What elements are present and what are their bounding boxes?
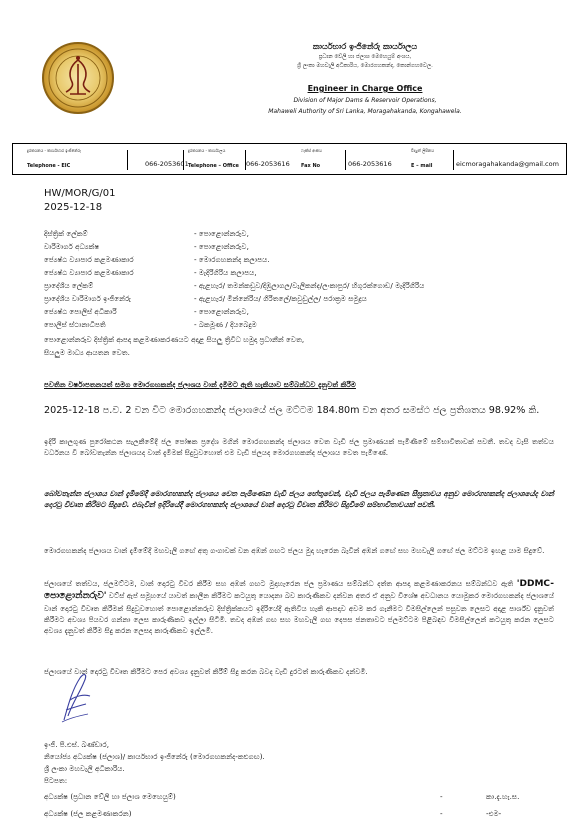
- office-title-en: Engineer in Charge Office: [307, 84, 423, 93]
- addressee-title: පොලිස් ස්ථානාධිපති: [44, 320, 106, 329]
- division-en: Division of Major Dams & Reservoir Operations,: [293, 97, 437, 104]
- division-si: ප්‍රධාන වේලි හා ජලාශ මෙහෙයුම් අංශය,: [318, 54, 412, 60]
- addressee-row: [44, 281, 425, 291]
- copy-recipient: අධ්‍යක්ෂ (ප්‍රධාන වේලි හා ජලාශ මෙහෙයුම්): [44, 792, 176, 801]
- tel-office-value: 066-2053616: [246, 160, 290, 168]
- addressee-title: ජ්‍යෙෂ්ඨ ව්‍යාපාර කළමණාකාර: [44, 268, 134, 277]
- divider: [245, 150, 246, 170]
- signature-image: [58, 670, 94, 726]
- request-text-a: ජලාශයේ තත්වය, ජලමට්ටම, වාන් දොරටු විවර කිරීම සහ අඹන් ගඟට මුදාහැරෙන ජල ප්‍රමාණය සම්බන්ධ දත්ත ආපදා කළමණාකරනය සම්බන්ධව ඇති: [44, 579, 514, 588]
- office-title-si: කාර්යභාර ඉංජිනේරු කාර්යාලය: [312, 42, 418, 51]
- signatory-organization: ශ්‍රී ලංකා මහවැලි අධිකාරිය.: [44, 764, 125, 773]
- addressee-row: [44, 268, 257, 278]
- addressee-title: වාරිමාර්ග අධ්‍යක්ෂ: [44, 242, 100, 251]
- addressee-row: [44, 255, 270, 265]
- addressee-title: දිස්ත්‍රික් ලේකම්: [44, 229, 88, 238]
- addressee-place: - පොළොන්නරුව,: [194, 242, 249, 251]
- fax-value: 066-2053616: [348, 160, 392, 168]
- mahaweli-logo: [42, 42, 114, 114]
- whatsapp-group-name: 'DDMC-පොළොන්නරුව': [44, 579, 554, 602]
- tel-eic-value: 066-2053601: [145, 160, 189, 168]
- signatory-name: ඉංජි. පී.එස්. බණ්ඩාර,: [44, 740, 110, 749]
- addressee-row: [44, 229, 249, 239]
- recipients-line: පොළොන්නරුව දිස්ත්‍රික් ආපදා කළමණාකරණයට අදාළ සියලු ත්‍රිවිධ හමුදා ප්‍රධානීන් වෙත,: [44, 335, 305, 344]
- contact-box: [12, 143, 567, 175]
- copy-recipient: අධ්‍යක්ෂ (ජල කළමණාකරන): [44, 809, 132, 818]
- addressee-title: ප්‍රාදේශීය ලේකම්: [44, 281, 94, 290]
- addressee-title: ජ්‍යෙෂ්ඨ ව්‍යාපාර කළමණාකාර: [44, 255, 134, 264]
- tel-eic-label: Telephone - EIC: [27, 163, 71, 169]
- fax-label: Fax No: [301, 163, 321, 169]
- divider: [345, 150, 346, 170]
- fax-label-si: ෆැක්ස් අංකය: [301, 148, 322, 153]
- email-label: E – mail: [411, 163, 433, 169]
- paragraph-request: [44, 578, 554, 636]
- tel-office-label: Telephone – Office: [188, 163, 239, 169]
- addressee-place: - ඇළහැර/ තමන්කඩුව/දිඹුලාගල/වැලිකන්ද/ලංකාපුර/ හිගුරක්ගොඩ/ මැදිරිගිරිය: [194, 281, 425, 290]
- reference-number: HW/MOR/G/01: [44, 188, 116, 199]
- addressee-place: - ඇළහැර/ මින්නේරිය/ ගිරිතලේ/කවුඩුල්ල/ පරාක්‍රම සමුද්‍රය: [194, 294, 367, 303]
- copy-code: කා.දැ.හැ.ස.: [486, 792, 520, 801]
- addressee-place: - මොරගහකන්ද කලාපය.: [194, 255, 270, 264]
- divider: [127, 150, 128, 170]
- addressee-place: - මැදිරිගිරිය කලාපය,: [194, 268, 257, 277]
- paragraph-spill-warning: බෝවතැන්න ජලාශය වාන් දැමීමේදී මොරගහකන්ද ජලාශය වෙත පැමිණෙන වැඩි ජලය හේතුවෙන්, වැඩි ජලය පැමිණෙන සීඝ්‍රතාවය අනුව මොරගහකන්ද ජලාශයේද වාන් දොරටු විවෘත කිරීමට සිදුවේ. එබැවින් ඉදිරියේදී මොරගහකන්ද ජලාශයේ වාන් දොරටු විවෘත කිරීමට සිදුවීමේ සම්භාවිතාවයක් පවතී.: [44, 489, 554, 510]
- signatory-designation: නියෝජ්‍ය අධ්‍යක්ෂ (ජලාශ)/ කාර්යභාර ඉංජිනේරු (මොරගහකන්ද-කළුගඟ).: [44, 752, 265, 761]
- tel-office-label-si: දුරකථනය - කාර්යාලය: [188, 148, 226, 153]
- subject-line: පවතින වර්ෂාපතනයත් සමග මොරගහකන්ද ජලාශය වාන් දැමීමට ඇති හැකියාව සම්බන්ධව දැනුවත් කිරීම: [44, 380, 356, 389]
- paragraph-water-level: 2025-12-18 ප.ව. 2 වන විට මොරගහකන්ද ජලාශයේ ජල මට්ටම 184.80m වන අතර සමස්ථ ජල ප්‍රතිශතය 98.92% කි.: [44, 405, 540, 416]
- tel-eic-label-si: දුරකථනය - කාර්යභාර ඉංජිනේරු: [27, 148, 81, 153]
- addressee-place: - බකමූණ / දියබෙදුම: [194, 320, 257, 329]
- divider: [183, 150, 184, 170]
- paragraph-river-rise: මොරගහකන්ද ජලාශය වාන් දැමීමේදී මහවැලි ගඟේ අතු ගංගාවක් වන අඹන් ගඟට ජලය මුදා හැරෙන බැවින් අඹන් ගඟේ සහ මහවැලි ගඟේ ජල මට්ටම ඉහළ යාම සිදුවේ.: [44, 546, 545, 555]
- copy-row: [44, 792, 564, 802]
- copy-code: -එම-: [486, 809, 502, 818]
- recipients-line: සියලුම මාධ්‍ය ආයතන වෙත.: [44, 348, 130, 357]
- email-label-si: විද්‍යුත් ලිපිනය: [411, 148, 435, 153]
- addressee-row: [44, 307, 249, 317]
- addressee-place: - පොළොන්නරුව,: [194, 307, 249, 316]
- email-value[interactable]: eicmoragahakanda@gmail.com: [456, 160, 559, 168]
- authority-en: Mahaweli Authority of Sri Lanka, Moragahakanda, Kongahawela.: [268, 108, 462, 115]
- copy-row: [44, 809, 564, 819]
- addressee-title: ප්‍රාදේශීය වාරිමාර්ග ඉංජිනේරු: [44, 294, 132, 303]
- addressee-row: [44, 242, 249, 252]
- addressee-place: - පොළොන්නරුව,: [194, 229, 249, 238]
- addressee-row: [44, 320, 257, 330]
- copy-dash: -: [440, 809, 443, 818]
- copy-dash: -: [440, 792, 443, 801]
- authority-si: ශ්‍රී ලංකා මහවැලි අධිකාරිය, මොරගහකන්ද, කොන්ගහවෙල.: [297, 63, 433, 69]
- paragraph-closing: ජලාශයේ වාන් දොරටු විවෘත කිරීමට පෙර අවශ්‍ය දැනුවත් කිරීම් සිදු කරන බවද වැඩි දුරටත් කාරුණිකව දන්වමි.: [44, 667, 368, 676]
- paragraph-forecast: ඉදිරි කාලගුණ පුරෝකථන සැලකීමේදී ජල පෝෂක ප්‍රදේශ මගින් මොරගහකන්ද ජලාශය වෙත වැඩි ජල ප්‍රමාණයක් පැමිණීමේ සම්භාවිතාවක් පවතී. තවද වැසි තත්වය වර්ධනය වී බෝවතැන්න ජලාශයද වාන් දැමීමක් සිදුවුවහොත් එම වැඩි ජලයද මොරගහකන්ද ජලාශය වෙත පැමිණේ.: [44, 437, 554, 458]
- copies-label: පිටපත:: [44, 776, 68, 785]
- request-text-b: වට්ස් ඇප් සමූහයේ යාවත් කාලීන කිරීමට කටයුතු යොදනා බව කාරුණිකව දන්වන අතර ඒ අනුව විශේෂ අවධානය යොමුකර මොරගහකන්ද ජලාශයේ වාන් දොරටු විවෘත කිරීමක් සිදුවුවහොත් පොළොන්නරුව දිස්ත්‍රික්කයට ඉදිරියේදී ඇතිවිය හැකි ආපදාව අවම කර ගැනීමට විමසිල්ලෙන් පසුවන ලෙසට අදාළ පාර්ශ්ව දැනුවත් කිරීමට අවශ්‍ය පියවර ගන්නා ලෙස කාරුණිකව ඉල්ලා සිටිමි. තවද අඹන් ගඟ සහ මහවැලි ගඟ දෙපස ජනතාවට ජලමට්ටම පිළිබඳව විමසිල්ලෙන් කටයුතු කරන ලෙසට අවශ්‍ය දැනුවත් කිරීම සිදු කරන ලෙසද කාරුණිකව ඉල්ලමි.: [44, 591, 554, 636]
- addressee-title: ජ්‍යෙෂ්ඨ පොලිස් අධිකාරි: [44, 307, 117, 316]
- letter-date: 2025-12-18: [44, 202, 103, 213]
- addressee-row: [44, 294, 367, 304]
- emblem-icon: [44, 44, 112, 112]
- divider: [453, 150, 454, 170]
